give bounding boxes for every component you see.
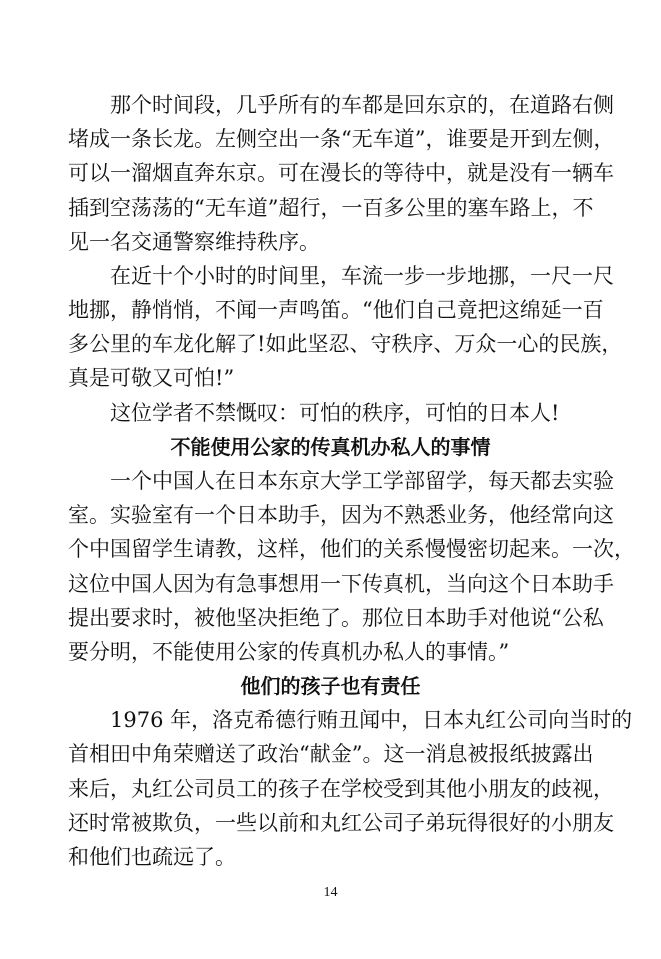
- text-line: 多公里的车龙化解了!如此坚忍、守秩序、万众一心的民族，: [68, 332, 623, 356]
- text-line: 堵成一条长龙。左侧空出一条“无车道”，谁要是开到左侧，: [68, 127, 615, 151]
- section-heading: 不能使用公家的传真机办私人的事情: [170, 435, 491, 459]
- text-line: 在近十个小时的时间里，车流一步一步地挪，一尺一尺: [68, 264, 614, 288]
- text-line: 一个中国人在日本东京大学工学部留学，每天都去实验: [68, 469, 614, 493]
- text-line: 这位中国人因为有急事想用一下传真机，当向这个日本助手: [68, 572, 614, 596]
- section-heading: 他们的孩子也有责任: [240, 674, 421, 698]
- text-line: 那个时间段，几乎所有的车都是回东京的，在道路右侧: [68, 93, 614, 117]
- page-number: 14: [323, 885, 338, 900]
- text-line: 真是可敬又可怕!”: [68, 366, 235, 390]
- text-line: 还时常被欺负，一些以前和丸红公司子弟玩得很好的小朋友: [68, 811, 614, 835]
- text-line: 1976 年，洛克希德行贿丑闻中，日本丸红公司向当时的: [68, 708, 633, 732]
- text-line: 插到空荡荡的“无车道”超行，一百多公里的塞车路上，不: [68, 196, 594, 220]
- text-line: 首相田中角荣赠送了政治“献金”。这一消息被报纸披露出: [68, 742, 594, 766]
- text-line: 来后，丸红公司员工的孩子在学校受到其他小朋友的歧视，: [68, 777, 614, 801]
- text-line: 室。实验室有一个日本助手，因为不熟悉业务，他经常向这: [68, 503, 614, 527]
- text-line: 这位学者不禁慨叹：可怕的秩序，可怕的日本人!: [68, 401, 560, 425]
- text-line: 要分明，不能使用公家的传真机办私人的事情。”: [68, 640, 510, 664]
- text-line: 提出要求时，被他坚决拒绝了。那位日本助手对他说“公私: [68, 606, 604, 630]
- text-line: 和他们也疏远了。: [68, 845, 236, 869]
- text-line: 见一名交通警察维持秩序。: [68, 230, 320, 254]
- text-line: 地挪，静悄悄，不闻一声鸣笛。“他们自己竟把这绵延一百: [68, 298, 604, 322]
- text-line: 个中国留学生请教，这样，他们的关系慢慢密切起来。一次，: [68, 537, 635, 561]
- text-line: 可以一溜烟直奔东京。可在漫长的等待中，就是没有一辆车: [68, 161, 614, 185]
